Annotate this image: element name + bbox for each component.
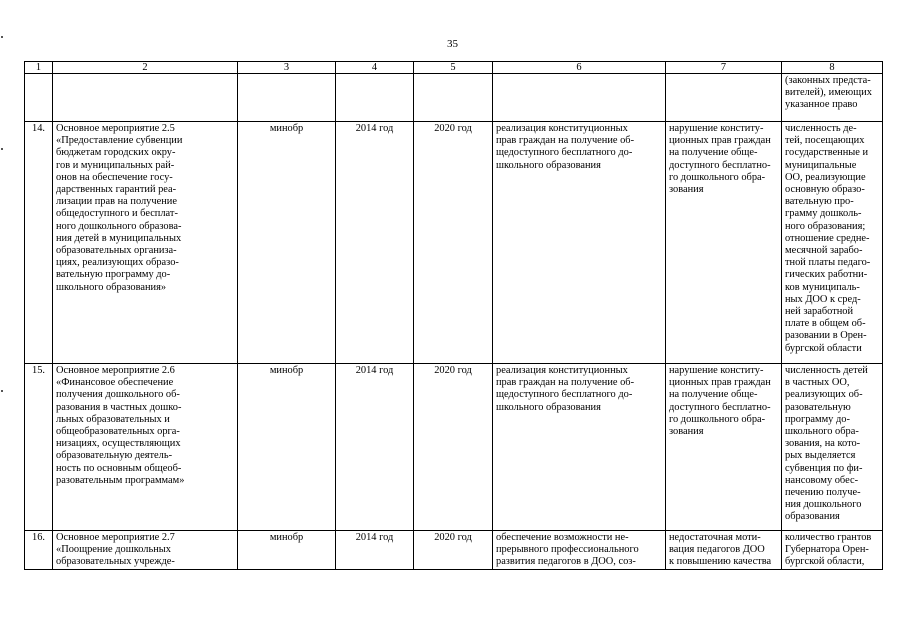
column-header: 5: [414, 62, 493, 74]
expected-result-cell: реализация конституционных прав граждан на получение об- щедоступного бесплатного до- школьного образования: [493, 122, 666, 364]
column-header: 6: [493, 62, 666, 74]
consequence-cell: нарушение конститу- ционных прав граждан на получение обще- доступного бесплатно- го дошкольного обра- зования: [666, 364, 782, 531]
column-header: 8: [782, 62, 883, 74]
event-cell: Основное мероприятие 2.7 «Поощрение дошкольных образовательных учрежде-: [53, 531, 238, 570]
program-activities-table: [24, 61, 883, 570]
empty-cell: [238, 74, 336, 122]
indicator-cell: численность де- тей, посещающих государственные и муниципальные ОО, реализующие основную образо- вательную про- грамму дошколь- ного образования; отношение средне- месячной зарабо- тной платы педаго- гических работни- ков муниципаль- ных ДОО к сред- ней заработной плате в общем об- разовании в Орен- бургской области: [782, 122, 883, 364]
empty-cell: [53, 74, 238, 122]
continuation-row: [25, 74, 883, 122]
margin-mark: [1, 390, 3, 392]
indicator-cell: численность детей в частных ОО, реализующих об- разовательную программу до- школьного обра- зования, на кото- рых выделяется субвенция по фи- нансовому обес- печению получе- ния дошкольного образования: [782, 364, 883, 531]
row-number-cell: 16.: [25, 531, 53, 570]
table-row: [25, 122, 883, 364]
indicator-continuation-cell: (законных предста- вителей), имеющих указанное право: [782, 74, 883, 122]
start-year-cell: 2014 год: [336, 531, 414, 570]
column-number-row: [25, 62, 883, 74]
row-number-cell: 14.: [25, 122, 53, 364]
table-row: [25, 364, 883, 531]
empty-cell: [414, 74, 493, 122]
column-header: 2: [53, 62, 238, 74]
empty-cell: [25, 74, 53, 122]
column-header: 7: [666, 62, 782, 74]
executor-cell: минобр: [238, 364, 336, 531]
start-year-cell: 2014 год: [336, 122, 414, 364]
consequence-cell: недостаточная моти- вация педагогов ДОО к повышению качества: [666, 531, 782, 570]
margin-mark: [1, 148, 3, 150]
expected-result-cell: реализация конституционных прав граждан на получение об- щедоступного бесплатного до- школьного образования: [493, 364, 666, 531]
end-year-cell: 2020 год: [414, 531, 493, 570]
start-year-cell: 2014 год: [336, 364, 414, 531]
column-header: 4: [336, 62, 414, 74]
column-header: 1: [25, 62, 53, 74]
page-number: 35: [447, 38, 458, 50]
expected-result-cell: обеспечение возможности не- прерывного профессионального развития педагогов в ДОО, соз-: [493, 531, 666, 570]
table-row: [25, 531, 883, 570]
event-cell: Основное мероприятие 2.6 «Финансовое обеспечение получения дошкольного об- разования в частных дошко- льных образовательных и общеобразовательных орга- низациях, осуществляющих образовательную деятель- ность по основным общеоб- разовательным программам»: [53, 364, 238, 531]
column-header: 3: [238, 62, 336, 74]
indicator-cell: количество грантов Губернатора Орен- бургской области,: [782, 531, 883, 570]
event-cell: Основное мероприятие 2.5 «Предоставление субвенции бюджетам городских окру- гов и муниципальных рай- онов на обеспечение госу- дарственных гарантий реа- лизации прав на получение общедоступного и бесплат- ного дошкольного образова- ния детей в муниципальных образовательных организа- циях, реализующих образо- вательную программу до- школьного образования»: [53, 122, 238, 364]
margin-mark: [1, 36, 3, 38]
empty-cell: [493, 74, 666, 122]
consequence-cell: нарушение конститу- ционных прав граждан на получение обще- доступного бесплатно- го дошкольного обра- зования: [666, 122, 782, 364]
empty-cell: [336, 74, 414, 122]
empty-cell: [666, 74, 782, 122]
end-year-cell: 2020 год: [414, 122, 493, 364]
executor-cell: минобр: [238, 122, 336, 364]
executor-cell: минобр: [238, 531, 336, 570]
end-year-cell: 2020 год: [414, 364, 493, 531]
row-number-cell: 15.: [25, 364, 53, 531]
